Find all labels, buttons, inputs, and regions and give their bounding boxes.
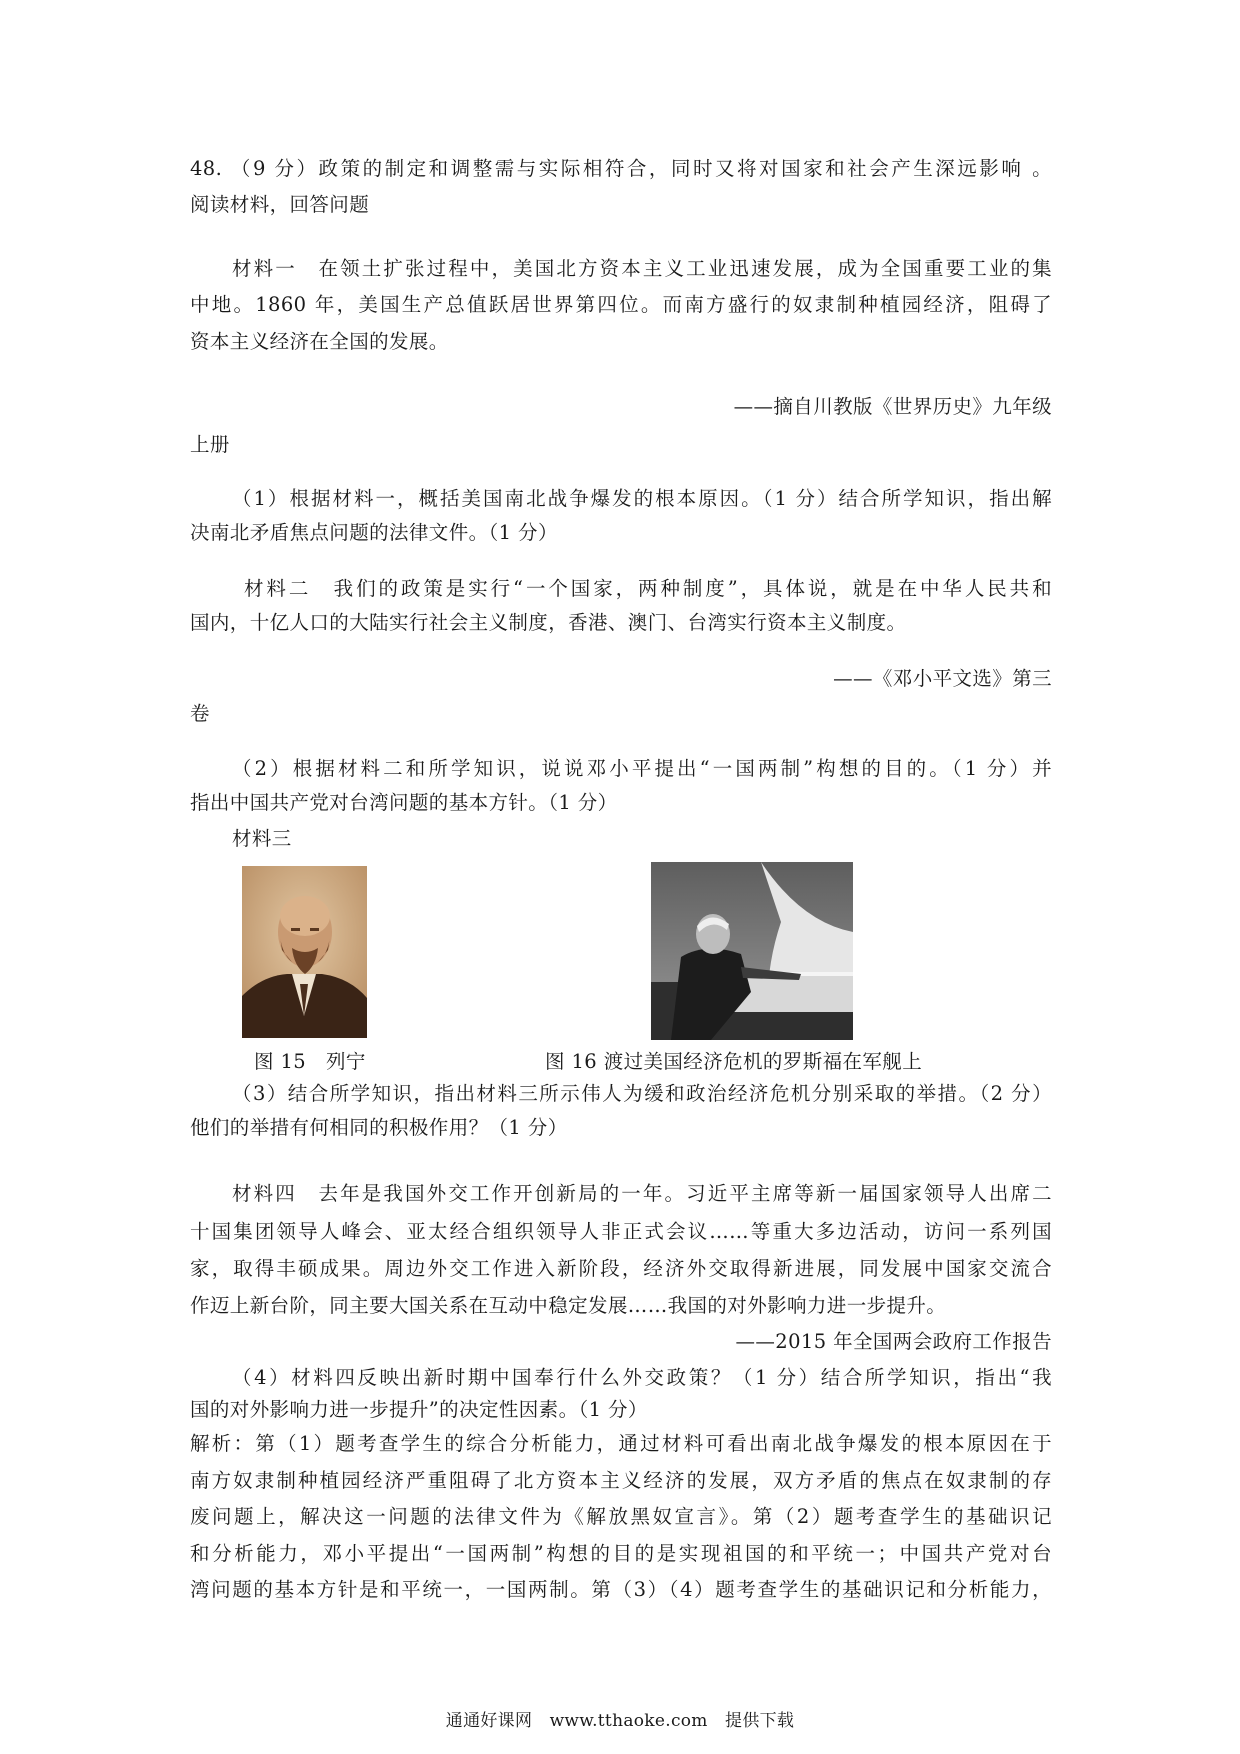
material-2-line: 国内，十亿人口的大陆实行社会主义制度，香港、澳门、台湾实行资本主义制度。: [190, 611, 907, 634]
question-header: 48. （9 分）政策的制定和调整需与实际相符合，同时又将对国家和社会产生深远影响 。: [190, 157, 1052, 180]
material-4-line: 十国集团领导人峰会、亚太经合组织领导人非正式会议……等重大多边活动，访问一系列国: [190, 1220, 1052, 1243]
material-1-line: 资本主义经济在全国的发展。: [190, 330, 449, 353]
question-1: （1）根据材料一，概括美国南北战争爆发的根本原因。（1 分）结合所学知识，指出解: [232, 487, 1052, 510]
material-2-line: 材料二 我们的政策是实行“一个国家，两种制度”，具体说，就是在中华人民共和: [244, 577, 1052, 600]
figure-16-caption: 图 16 渡过美国经济危机的罗斯福在军舰上: [545, 1050, 923, 1073]
question-3-cont: 他们的举措有何相同的积极作用？（1 分）: [190, 1116, 568, 1139]
analysis-line: 南方奴隶制种植园经济严重阻碍了北方资本主义经济的发展，双方矛盾的焦点在奴隶制的存: [190, 1469, 1052, 1492]
figure-15-caption: 图 15 列宁: [254, 1050, 366, 1073]
analysis-line: 废问题上，解决这一问题的法律文件为《解放黑奴宣言》。第（2）题考查学生的基础识记: [190, 1505, 1052, 1528]
analysis-line: 湾问题的基本方针是和平统一，一国两制。第（3）（4）题考查学生的基础识记和分析能力，: [190, 1578, 1052, 1601]
analysis-line: 和分析能力，邓小平提出“一国两制”构想的目的是实现祖国的和平统一；中国共产党对台: [190, 1542, 1052, 1565]
analysis-line: 解析：第（1）题考查学生的综合分析能力，通过材料可看出南北战争爆发的根本原因在于: [190, 1432, 1052, 1455]
material-1-line: 材料一 在领土扩张过程中，美国北方资本主义工业迅速发展，成为全国重要工业的集: [232, 257, 1052, 280]
material-3-label: 材料三: [232, 827, 292, 850]
material-2-source: ——《邓小平文选》第三: [833, 667, 1052, 690]
material-4-line: 家，取得丰硕成果。周边外交工作进入新阶段，经济外交取得新进展，同发展中国家交流合: [190, 1257, 1052, 1280]
material-2-source-cont: 卷: [190, 702, 210, 725]
question-2-cont: 指出中国共产党对台湾问题的基本方针。（1 分）: [190, 791, 618, 814]
material-4-line: 材料四 去年是我国外交工作开创新局的一年。习近平主席等新一届国家领导人出席二: [232, 1182, 1052, 1205]
material-4-source: ——2015 年全国两会政府工作报告: [735, 1330, 1052, 1353]
exam-page: [190, 0, 1052, 1754]
question-2: （2）根据材料二和所学知识，说说邓小平提出“一国两制”构想的目的。（1 分）并: [232, 757, 1052, 780]
question-4-cont: 国的对外影响力进一步提升”的决定性因素。（1 分）: [190, 1398, 648, 1421]
roosevelt-warship-photo: [651, 862, 853, 1040]
material-1-source-cont: 上册: [190, 433, 230, 456]
page-footer: 通通好课网 www.tthaoke.com 提供下载: [445, 1711, 795, 1731]
lenin-portrait-photo: [242, 866, 367, 1038]
material-1-source: ——摘自川教版《世界历史》九年级: [733, 395, 1052, 418]
material-1-line: 中地。1860 年，美国生产总值跃居世界第四位。而南方盛行的奴隶制种植园经济，阻碍了: [190, 293, 1052, 316]
question-1-cont: 决南北矛盾焦点问题的法律文件。（1 分）: [190, 521, 558, 544]
material-4-line: 作迈上新台阶，同主要大国关系在互动中稳定发展……我国的对外影响力进一步提升。: [190, 1294, 947, 1317]
question-4: （4）材料四反映出新时期中国奉行什么外交政策？（1 分）结合所学知识，指出“我: [232, 1366, 1052, 1389]
question-instruction: 阅读材料，回答问题: [190, 193, 370, 216]
question-3: （3）结合所学知识，指出材料三所示伟人为缓和政治经济危机分别采取的举措。（2 分）: [232, 1082, 1052, 1105]
